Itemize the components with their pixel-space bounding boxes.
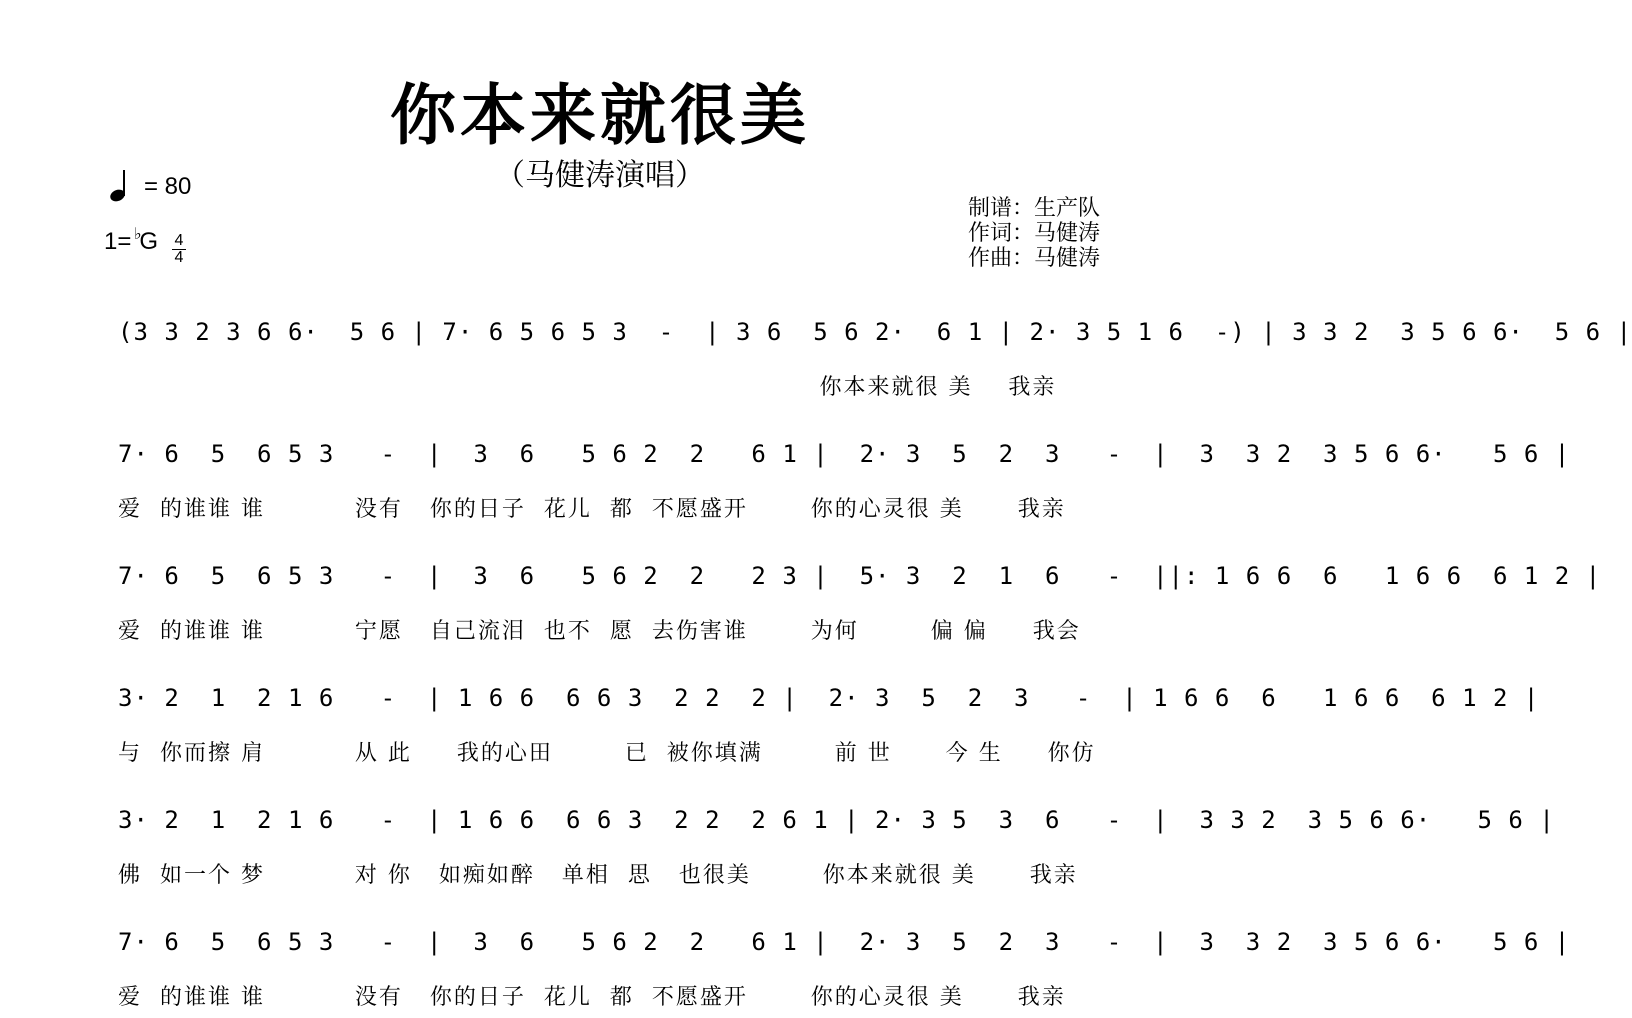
notation: 3· 2 1 2 1 6 - | 1 6 6 6 6 3 2 2 2 | 2· 3 5 2 3 - | 1 6 6 6 1 6 6 6 1 2 | bbox=[118, 684, 1540, 712]
lyricist-credit: 作词：马健涛 bbox=[967, 221, 1100, 246]
song-subtitle: （马健涛演唱） bbox=[495, 158, 705, 193]
time-bottom: 4 bbox=[174, 249, 184, 266]
score-line-6 bbox=[112, 928, 1571, 1010]
lyrics: 与 你而擦 肩 从 此 我的心田 已 被你填满 前 世 今 生 你仿 bbox=[118, 741, 1096, 766]
time-top: 4 bbox=[174, 232, 184, 249]
notation: 7· 6 5 6 5 3 - | 3 6 5 6 2 2 6 1 | 2· 3 5 2 3 - | 3 3 2 3 5 6 6· 5 6 | bbox=[118, 440, 1571, 468]
lyrics: 爱 的谁谁 谁 没有 你的日子 花儿 都 不愿盛开 你的心灵很 美 我亲 bbox=[118, 497, 1066, 522]
arranger-credit: 制谱：生产队 bbox=[967, 196, 1100, 221]
time-signature bbox=[172, 234, 186, 265]
credits bbox=[968, 196, 1100, 271]
key-prefix: 1= bbox=[104, 228, 132, 255]
key-note: G bbox=[139, 228, 159, 255]
notation: 7· 6 5 6 5 3 - | 3 6 5 6 2 2 6 1 | 2· 3 5 2 3 - | 3 3 2 3 5 6 6· 5 6 | bbox=[118, 928, 1571, 956]
score-line-1 bbox=[112, 318, 1632, 400]
lyrics: 你本来就很 美 我亲 bbox=[118, 375, 1057, 400]
flat-sign: ♭ bbox=[134, 226, 142, 243]
score-line-2 bbox=[112, 440, 1571, 522]
song-title: 你本来就很美 bbox=[390, 77, 810, 154]
tempo-marking bbox=[106, 170, 191, 204]
score-line-3 bbox=[112, 562, 1602, 644]
tempo-value: = 80 bbox=[144, 173, 192, 200]
notation: (3 3 2 3 6 6· 5 6 | 7· 6 5 6 5 3 - | 3 6 5 6 2· 6 1 | 2· 3 5 1 6 -) | 3 3 2 3 5 6 6· 5 6 | bbox=[118, 318, 1632, 346]
lyrics: 爱 的谁谁 谁 没有 你的日子 花儿 都 不愿盛开 你的心灵很 美 我亲 bbox=[118, 985, 1066, 1010]
lyrics: 佛 如一个 梦 对 你 如痴如醉 单相 思 也很美 你本来就很 美 我亲 bbox=[118, 863, 1078, 888]
notation: 7· 6 5 6 5 3 - | 3 6 5 6 2 2 2 3 | 5· 3 2 1 6 - ||: 1 6 6 6 1 6 6 6 1 2 | bbox=[118, 562, 1602, 590]
score-line-4 bbox=[112, 684, 1540, 766]
composer-credit: 作曲：马健涛 bbox=[967, 246, 1100, 271]
quarter-note-icon bbox=[106, 170, 132, 204]
lyrics: 爱 的谁谁 谁 宁愿 自己流泪 也不 愿 去伤害谁 为何 偏 偏 我会 bbox=[118, 619, 1081, 644]
notation: 3· 2 1 2 1 6 - | 1 6 6 6 6 3 2 2 2 6 1 | 2· 3 5 3 6 - | 3 3 2 3 5 6 6· 5 6 | bbox=[118, 806, 1555, 834]
key-signature bbox=[104, 226, 184, 266]
score-line-5 bbox=[112, 806, 1555, 888]
